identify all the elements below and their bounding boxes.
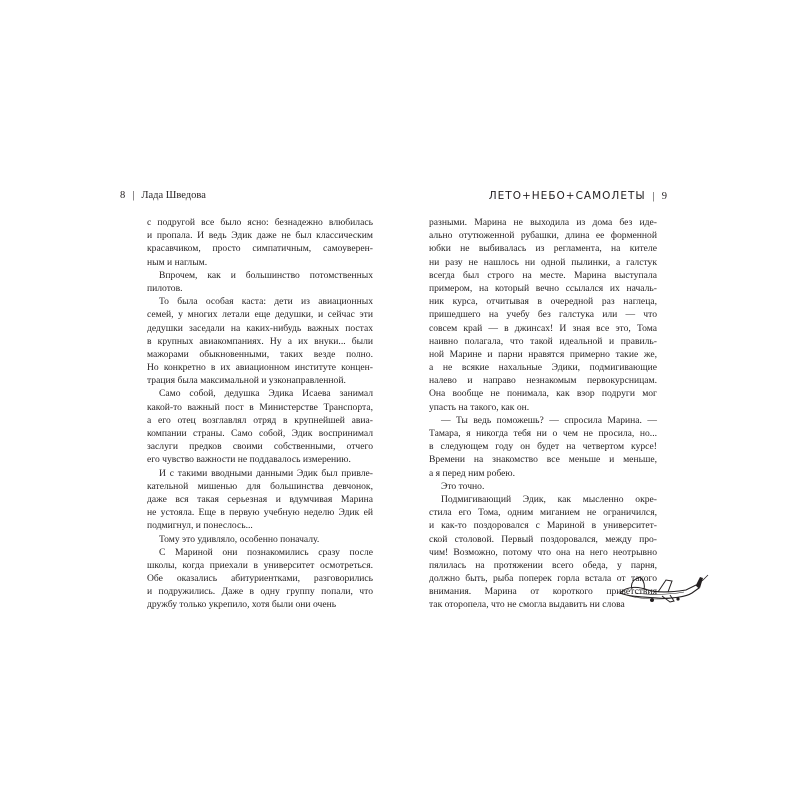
text-line: какой-то важный пост в Министерстве Транспорта,	[147, 401, 373, 413]
text-line: Она вообще не понимала, как взор подруги мог	[429, 388, 657, 400]
right-page-number: 9	[661, 191, 667, 202]
text-line: Впрочем, как и большинство потомственных	[159, 269, 373, 281]
text-line: упасть на такого, как он.	[429, 401, 530, 413]
text-line: не устояла. Еще в первую учебную неделю Эдик ей	[147, 507, 373, 519]
text-line: пилотов.	[147, 282, 183, 294]
text-line: И с такими вводными данными Эдик был привле-	[159, 467, 373, 479]
text-line: ной Марине и парни нравятся примерно такие же,	[429, 348, 657, 360]
left-running-header	[120, 190, 206, 201]
text-line: То была особая каста: дети из авиационных	[159, 296, 373, 308]
text-line: Тому это удивляло, особенно поначалу.	[159, 533, 320, 545]
text-line: а не всякие нахальные Эдики, подмигивающие	[429, 362, 657, 374]
text-line: юбки не выбивалась из регламента, на кителе	[429, 243, 657, 255]
left-body-text	[147, 216, 373, 612]
text-line: всегда был строго на месте. Марина выступала	[429, 269, 657, 281]
text-line: налево и направо незнакомым первокурсницам.	[429, 375, 657, 387]
right-header-separator: |	[652, 191, 655, 202]
text-line: трация была максимальной и узконаправленной.	[147, 375, 346, 387]
text-line: должно быть, рыба поперек горла встала от такого	[429, 573, 657, 585]
book-title: ЛЕТО+НЕБО+САМОЛЕТЫ	[488, 190, 646, 202]
text-line: школы, когда приехали в университет осмотреться.	[147, 559, 373, 571]
text-line: его чувство важности не поддавалось измерению.	[147, 454, 351, 466]
text-line: пялилась на протяжении всего обеда, у парня,	[429, 559, 657, 571]
text-line: а я перед ним робею.	[429, 467, 515, 479]
text-line: стила его Тома, одним миганием не ограничился,	[429, 507, 657, 519]
text-line: ник курса, отчитывая в очередной раз наглеца,	[429, 296, 657, 308]
text-line: примером, на который вечно ссылался их началь-	[429, 282, 657, 294]
airplane-sketch-icon	[618, 571, 710, 603]
text-line: и подружились. Даже в одну группу попали, что	[147, 586, 373, 598]
text-line: ской столовой. Первый поздоровался, между про-	[429, 533, 657, 545]
text-line: внимания. Марина от короткого приветствия	[429, 586, 657, 598]
right-running-header	[489, 190, 667, 202]
right-body-text	[429, 216, 657, 612]
text-line: дружбу только укрепило, хотя были они очень	[147, 599, 337, 611]
text-line: Но конкретно в их авиационном институте концен-	[147, 362, 373, 374]
text-line: ально отутюженной рубашки, длина ее форменной	[429, 230, 657, 242]
text-line: чим! Возможно, потому что она на него неотрывно	[429, 546, 657, 558]
text-line: так оторопела, что не смогла выдавить ни слова	[429, 599, 625, 611]
text-line: компании страны. Само собой, Эдик воспринимал	[147, 428, 373, 439]
text-line: и как-то поздоровался с Мариной в университет-	[429, 520, 657, 532]
text-line: семей, у многих летали еще дедушки, и сейчас эти	[147, 309, 373, 321]
text-line: наивно полагала, что такой идеальной и правиль-	[429, 335, 657, 347]
text-line: в следующем году он будет на четвертом курсе!	[429, 441, 657, 453]
text-line: красавчиком, просто симпатичным, самоуверен-	[147, 243, 373, 255]
text-line: мажорами обыкновенными, таких везде полно.	[147, 348, 373, 360]
text-line: кательной мишенью для большинства девчонок,	[147, 480, 373, 492]
text-line: совсем край — в джинсах! И зная все это, Тома	[429, 322, 657, 334]
text-line: разными. Марина не выходила из дома без иде-	[429, 217, 657, 228]
text-line: Времени на знакомство все меньше и меньше,	[429, 454, 657, 466]
text-line: дедушки заседали на каких-нибудь важных постах	[147, 322, 373, 334]
text-line: и пропала. И ведь Эдик даже не был классическим	[147, 230, 373, 242]
text-line: Обе оказались абитуриентками, разговорились	[147, 573, 373, 585]
text-line: подмигнул, и понеслось...	[147, 520, 253, 532]
text-line: в крупных авиакомпаниях. Ну а их внуки... были	[147, 335, 373, 347]
text-line: Это точно.	[441, 480, 485, 492]
text-line: с подругой все было ясно: безнадежно влюбилась	[147, 217, 373, 228]
author-name: Лада Шведова	[141, 190, 206, 201]
text-line: Само собой, дедушка Эдика Исаева занимал	[159, 388, 373, 400]
text-line: даже вся такая серьезная и вдумчивая Марина	[147, 493, 373, 505]
text-line: пришедшего на учебу без галстука или — что	[429, 309, 657, 321]
text-line: а его отец возглавлял отряд в крупнейшей авиа-	[147, 414, 373, 426]
text-line: заслуги предков своими собственными, отчего	[147, 441, 373, 453]
text-line: ным и наглым.	[147, 256, 208, 268]
left-page-number: 8	[120, 190, 126, 201]
text-line: С Мариной они познакомились сразу после	[159, 546, 373, 558]
text-line: — Ты ведь поможешь? — спросила Марина. —	[441, 414, 657, 426]
text-line: Тамара, я никогда тебя ни о чем не просила, но...	[429, 428, 657, 439]
text-line: Подмигивающий Эдик, как мысленно окре-	[441, 493, 657, 505]
right-page	[400, 0, 800, 800]
left-header-separator: |	[132, 190, 135, 201]
text-line: ни разу не нашлось ни одной пылинки, а галстук	[429, 256, 657, 268]
